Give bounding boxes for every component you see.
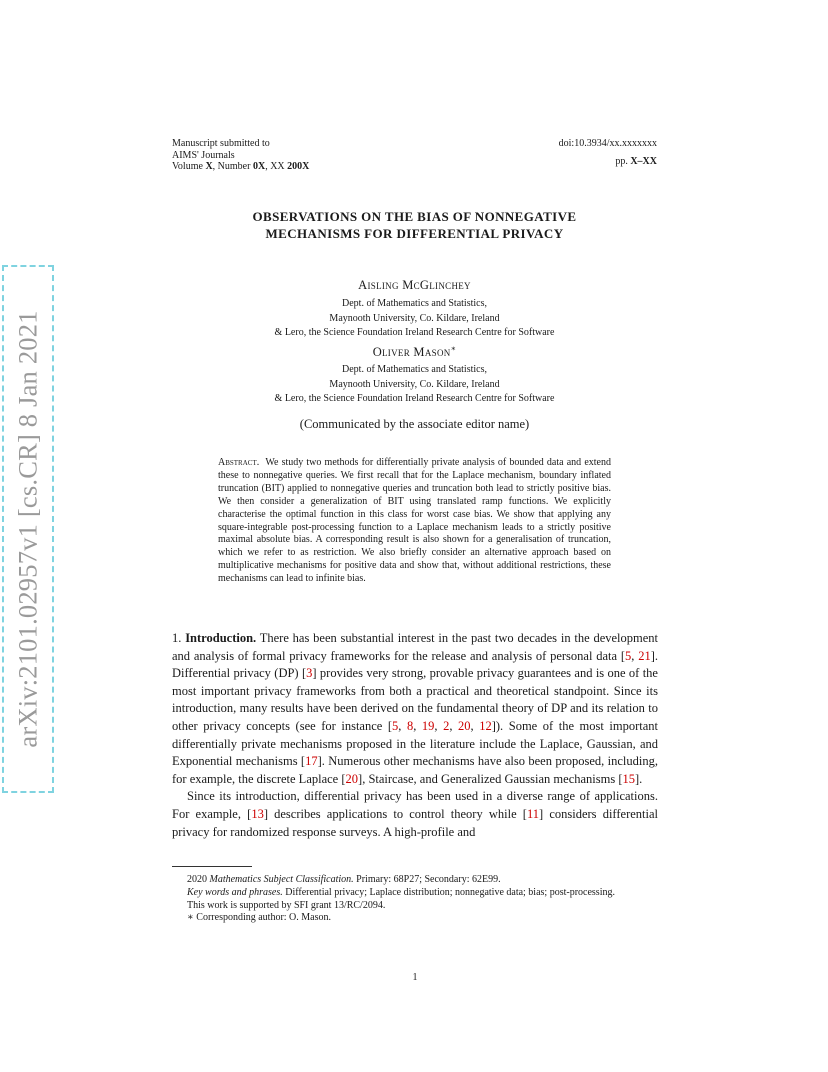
abstract (218, 457, 611, 586)
citation-link[interactable]: 20 (458, 718, 471, 733)
journal-header-left (172, 138, 309, 173)
arxiv-stamp (2, 265, 54, 793)
msc-footnote: 2020 Mathematics Subject Classification. Primary: 68P27; Secondary: 62E99. (187, 874, 501, 885)
footnotes (172, 874, 658, 925)
section-number: 1. (172, 631, 182, 645)
volume-line: Volume X, Number 0X, XX 200X (172, 161, 310, 172)
citation-link[interactable]: 13 (251, 806, 264, 821)
abstract-label: Abstract. (218, 457, 260, 468)
communicated-by: (Communicated by the associate editor name) (299, 417, 530, 431)
author-affiliation: Dept. of Mathematics and Statistics, Maynooth University, Co. Kildare, Ireland & Lero, the Science Foundation Ireland Research Centre for Software (274, 364, 555, 404)
arxiv-identifier: arXiv:2101.02957v1 [cs.CR] 8 Jan 2021 (12, 310, 43, 748)
footnote-divider (172, 866, 252, 867)
submission-note: Manuscript submitted to (172, 138, 270, 149)
introduction-section (172, 630, 658, 841)
citation-link[interactable]: 5 (392, 718, 399, 733)
citation-link[interactable]: 20 (345, 771, 359, 786)
corresponding-author-footnote: ∗ Corresponding author: O. Mason. (187, 912, 332, 924)
citation-link[interactable]: 21 (638, 648, 651, 663)
section-title: Introduction. (185, 631, 257, 645)
paragraph: Since its introduction, differential privacy has been used in a diverse range of applications. For example, [13] describes applications to control theory while [11] considers differential privacy for randomized response surveys. A high-profile and (172, 789, 658, 839)
journal-name: AIMS' Journals (172, 149, 235, 161)
paragraph: 1. Introduction. There has been substantial interest in the past two decades in the development and analysis of formal privacy frameworks for the release and analysis of personal data [5, 21]. Differential privacy (DP) [3] provides very strong, provable privacy guarantees and is one of the most important privacy frameworks from both a practical and theoretical standpoint. Since its introduction, many results have been derived on the fundamental theory of DP and its relation to other privacy concepts (see for instance [5, 8, 19, 2, 20, 12]). Some of the most important differentially private mechanisms proposed in the literature include the Laplace, Gaussian, and Exponential mechanisms [17]. Numerous other mechanisms have also been proposed, including, for example, the discrete Laplace [20], Staircase, and Generalized Gaussian mechanisms [15]. (172, 631, 659, 786)
paper-title: OBSERVATIONS ON THE BIAS OF NONNEGATIVE MECHANISMS FOR DIFFERENTIAL PRIVACY (252, 209, 577, 241)
doi: doi:10.3934/xx.xxxxxxx (558, 138, 657, 149)
funding-footnote: This work is supported by SFI grant 13/RC/2094. (187, 899, 386, 911)
journal-header-right (559, 138, 657, 167)
citation-link[interactable]: 2 (443, 718, 450, 733)
author-name: Oliver Mason∗ (372, 344, 457, 360)
citation-link[interactable]: 17 (305, 754, 318, 769)
keywords-footnote: Key words and phrases. Differential privacy; Laplace distribution; nonnegative data; bias; post-processing. (187, 886, 615, 898)
page-number: 1 (412, 972, 418, 983)
author-affiliation: Dept. of Mathematics and Statistics, Maynooth University, Co. Kildare, Ireland & Lero, the Science Foundation Ireland Research Centre for Software (274, 298, 555, 338)
citation-link[interactable]: 3 (306, 666, 313, 681)
page-range: pp. X–XX (615, 155, 657, 167)
citation-link[interactable]: 5 (625, 648, 632, 663)
author-name: Aisling McGlinchey (358, 278, 471, 292)
citation-link[interactable]: 8 (406, 718, 414, 733)
citation-link[interactable]: 19 (421, 718, 435, 733)
citation-link[interactable]: 11 (526, 806, 540, 821)
citation-link[interactable]: 12 (479, 718, 492, 733)
abstract-text: We study two methods for differentially private analysis of bounded data and extend these to nonnegative queries. We first recall that for the Laplace mechanism, boundary inflated truncation (BIT) applied to nonnegative queries and truncation both lead to strictly positive bias. We then consider a generalization of BIT using translated ramp functions. We explicitly characterise the optimal function in this class for worst case bias. We show that applying any square-integrable post-processing function to a Laplace mechanism leads to a strictly positive maximal absolute bias. A corresponding result is also shown for a generalisation of truncation, which we refer to as restriction. We also briefly consider an alternative approach based on multiplicative mechanisms for positive data and show that, without additional restrictions, these mechanisms can lead to infinite bias. (218, 457, 611, 585)
citation-link[interactable]: 15 (622, 771, 636, 786)
